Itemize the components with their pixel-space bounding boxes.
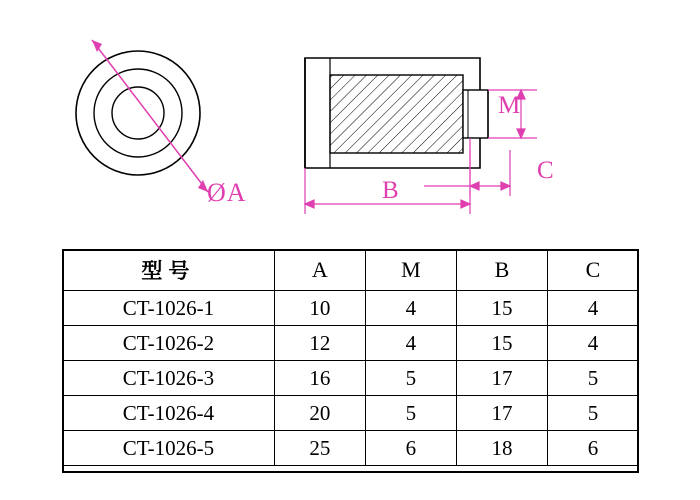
cell-a: 16 bbox=[274, 361, 365, 396]
column-header-model: 型号 bbox=[63, 250, 275, 291]
cell-b: 17 bbox=[456, 396, 547, 431]
cell-c: 4 bbox=[547, 291, 638, 326]
column-header-m: M bbox=[365, 250, 456, 291]
cell-c: 6 bbox=[547, 431, 638, 466]
cell-m: 5 bbox=[365, 361, 456, 396]
table-row bbox=[63, 291, 639, 326]
cell-c: 5 bbox=[547, 396, 638, 431]
cell-b: 15 bbox=[456, 326, 547, 361]
cell-model: CT-1026-1 bbox=[63, 291, 275, 326]
cell-c: 4 bbox=[547, 326, 638, 361]
cell-a: 10 bbox=[274, 291, 365, 326]
label-diameter-a: ØA bbox=[207, 178, 247, 207]
cell-m: 5 bbox=[365, 396, 456, 431]
column-header-b: B bbox=[456, 250, 547, 291]
column-header-a: A bbox=[274, 250, 365, 291]
table-row bbox=[63, 431, 639, 466]
cell-c: 5 bbox=[547, 361, 638, 396]
table-row bbox=[63, 396, 639, 431]
table-row bbox=[63, 326, 639, 361]
cell-m: 4 bbox=[365, 291, 456, 326]
cell-b: 18 bbox=[456, 431, 547, 466]
cell-a: 20 bbox=[274, 396, 365, 431]
cell-model: CT-1026-2 bbox=[63, 326, 275, 361]
cell-model: CT-1026-3 bbox=[63, 361, 275, 396]
cell-model: CT-1026-4 bbox=[63, 396, 275, 431]
column-header-c: C bbox=[547, 250, 638, 291]
table-row bbox=[63, 361, 639, 396]
cell-b: 17 bbox=[456, 361, 547, 396]
cell-m: 4 bbox=[365, 326, 456, 361]
cell-a: 25 bbox=[274, 431, 365, 466]
table-header-row bbox=[63, 250, 639, 291]
cell-b: 15 bbox=[456, 291, 547, 326]
cell-a: 12 bbox=[274, 326, 365, 361]
cell-model: CT-1026-5 bbox=[63, 431, 275, 466]
label-c: C bbox=[537, 157, 555, 184]
label-b: B bbox=[382, 177, 400, 204]
section-view bbox=[305, 58, 488, 168]
specification-table bbox=[62, 249, 639, 466]
cell-m: 6 bbox=[365, 431, 456, 466]
label-m: M bbox=[498, 92, 522, 119]
